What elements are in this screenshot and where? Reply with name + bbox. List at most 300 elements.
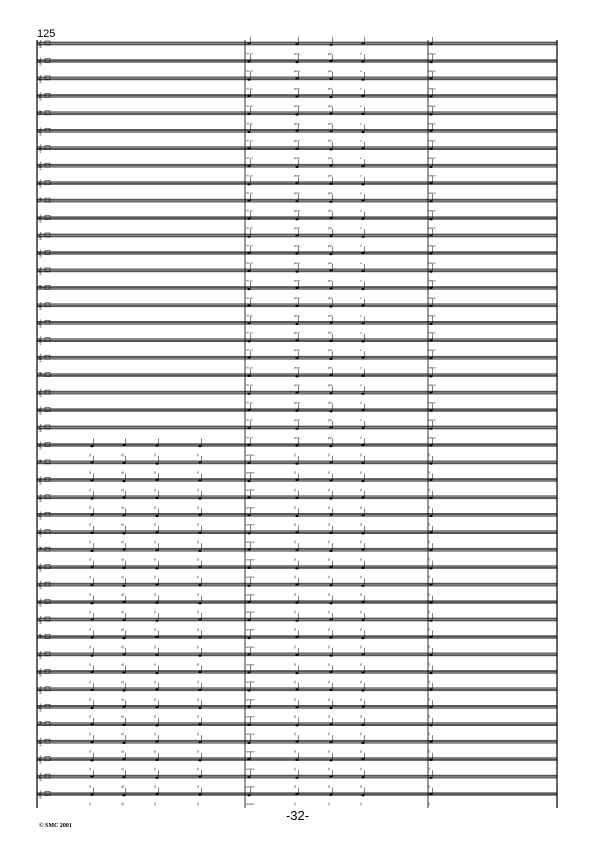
dynamic-marking: ff [89, 679, 91, 684]
dynamic-marking: ff [89, 452, 91, 457]
note-head [295, 323, 298, 325]
note-head [329, 305, 332, 307]
note-head [247, 496, 250, 498]
dynamic-marking: più [328, 295, 332, 300]
note-head [90, 618, 93, 620]
note-head [247, 549, 250, 551]
note-head [329, 426, 332, 428]
note-head [361, 270, 364, 272]
note-head [329, 374, 332, 376]
dynamic-marking: sempre [246, 767, 255, 772]
dynamic-marking: sempre [246, 679, 255, 684]
note-head [90, 584, 93, 586]
note-head [122, 496, 125, 498]
dynamic-marking: rit. in [246, 138, 253, 143]
clef-icon: 𝄞 [38, 74, 43, 83]
note-head [155, 724, 158, 726]
staff [37, 72, 557, 90]
dynamic-marking: ff [294, 697, 296, 702]
dynamic-marking: poco [294, 68, 300, 73]
note-head [122, 689, 125, 691]
note-head [429, 61, 432, 63]
dynamic-marking: ff [89, 557, 91, 562]
note-head [295, 741, 298, 743]
note-head [155, 672, 158, 674]
note-head [295, 444, 298, 446]
note-head [361, 496, 364, 498]
dynamic-marking: ff [360, 610, 362, 614]
note-head [155, 777, 158, 779]
dynamic-marking: rit. in [246, 400, 253, 405]
note-head [329, 322, 332, 324]
dynamic-marking: più [328, 260, 332, 265]
note-head [295, 61, 298, 63]
dynamic-marking: a [360, 330, 362, 335]
note-head [198, 550, 201, 552]
note-head [429, 479, 432, 481]
dynamic-marking: ff [197, 610, 199, 614]
note-head [247, 42, 250, 44]
dynamic-marking: ff [154, 767, 156, 772]
dynamic-marking: ff [294, 575, 296, 580]
dynamic-marking: sff [121, 662, 124, 667]
note-head [247, 653, 250, 655]
note-head [329, 130, 332, 132]
dynamic-marking: sff [121, 522, 124, 527]
dynamic-marking: ff [197, 522, 199, 527]
note-head [361, 79, 364, 81]
note-head [429, 706, 432, 708]
note-head [295, 77, 298, 79]
dynamic-marking: a [360, 208, 362, 213]
staff [37, 124, 557, 142]
clef-icon: 𝄞 [38, 144, 43, 153]
dynamic-marking: ff [428, 784, 430, 789]
note-head [361, 165, 364, 167]
note-head [90, 602, 93, 604]
dynamic-marking: ff [197, 732, 199, 737]
note-head [122, 585, 125, 587]
dynamic-marking: più [328, 348, 332, 353]
staff [37, 159, 557, 177]
note-head [429, 777, 432, 779]
note-head [429, 287, 432, 289]
note-head [90, 741, 93, 743]
dynamic-marking: ff [154, 732, 156, 737]
staff [37, 54, 557, 72]
clef-icon: 𝄞 [38, 685, 43, 694]
note-head [90, 775, 93, 777]
note-head [122, 601, 125, 603]
note-head [295, 130, 298, 132]
dynamic-marking: rit. in [246, 226, 253, 230]
dynamic-marking: ff [360, 679, 362, 684]
dynamic-marking: ff [360, 592, 362, 597]
note-head [198, 497, 201, 499]
dynamic-marking: ff [428, 644, 430, 649]
staff [37, 229, 557, 247]
dynamic-marking: ff [294, 470, 296, 475]
note-head [155, 654, 158, 656]
dynamic-marking: ff [294, 679, 296, 684]
dynamic-marking: ff [154, 487, 156, 492]
note-head [155, 636, 158, 638]
note-head [295, 688, 298, 690]
note-head [90, 689, 93, 691]
clef-icon: 𝄞 [38, 738, 43, 747]
note-head [247, 409, 250, 411]
dynamic-marking: ff [328, 644, 330, 649]
dynamic-marking: ff [428, 505, 430, 510]
dynamic-marking: poco [294, 383, 300, 388]
dynamic-marking: tempo [428, 295, 436, 300]
note-head [361, 637, 364, 639]
note-head [155, 479, 158, 481]
note-head [295, 95, 298, 97]
clef-icon: 𝄢 [38, 109, 43, 118]
note-head [295, 654, 298, 656]
note-head [429, 688, 432, 690]
note-head [329, 165, 332, 167]
dynamic-marking: ff [154, 697, 156, 702]
note-head [247, 742, 250, 744]
note-head [329, 707, 332, 709]
staff [37, 735, 557, 753]
note-head [247, 304, 250, 306]
note-head [329, 741, 332, 743]
dynamic-marking: sempre [246, 627, 255, 632]
note-head [329, 112, 332, 114]
dynamic-marking: a [360, 68, 362, 73]
clef-icon: 𝄞 [38, 493, 43, 502]
dynamic-marking: più [328, 313, 332, 318]
note-head [198, 636, 201, 638]
staff [37, 683, 557, 701]
dynamic-marking: ff [328, 470, 330, 475]
dynamic-marking: più [328, 243, 332, 248]
note-head [295, 620, 298, 622]
note-head [329, 217, 332, 219]
dynamic-marking: ff [328, 610, 330, 614]
clef-icon: 𝄞 [38, 249, 43, 258]
note-head [329, 655, 332, 657]
dynamic-marking: ff [360, 784, 362, 789]
dynamic-marking: poco [294, 191, 300, 196]
note-head [247, 199, 250, 201]
dynamic-marking: ff [89, 697, 91, 702]
dynamic-marking: ff [328, 540, 330, 545]
note-head [247, 689, 250, 691]
dynamic-marking: ff [154, 662, 156, 667]
dynamic-marking: più [328, 383, 332, 388]
staff [37, 386, 557, 404]
note-head [361, 671, 364, 673]
dynamic-marking: ff [294, 802, 296, 806]
dynamic-marking: tempo [428, 435, 436, 440]
note-head [155, 567, 158, 569]
dynamic-marking: ff [89, 610, 91, 614]
note-head [361, 514, 364, 516]
dynamic-marking: rit. in [246, 68, 253, 73]
dynamic-marking: a [360, 295, 362, 300]
dynamic-marking: a [360, 313, 362, 318]
dynamic-marking: ff [360, 697, 362, 702]
clef-icon: 𝄞 [38, 214, 43, 223]
dynamic-marking: ff [89, 470, 91, 475]
dynamic-marking: sff [121, 470, 124, 475]
dynamic-marking: sempre [246, 522, 255, 527]
note-head [361, 95, 364, 97]
note-head [247, 794, 250, 796]
staff [37, 473, 557, 491]
note-head [247, 706, 250, 708]
dynamic-marking: ff [154, 470, 156, 475]
note-head [429, 410, 432, 412]
dynamic-marking: ff [428, 679, 430, 684]
clef-icon: 𝄞 [38, 511, 43, 520]
dynamic-marking: rit. in [246, 243, 253, 248]
dynamic-marking: ff [154, 679, 156, 684]
dynamic-marking: ff [294, 592, 296, 597]
staff [37, 770, 557, 788]
dynamic-marking: ff [328, 732, 330, 737]
clef-icon: 𝄞 [38, 476, 43, 485]
note-head [155, 620, 158, 622]
note-head [247, 637, 250, 639]
note-head [295, 672, 298, 674]
note-head [295, 583, 298, 585]
note-head [429, 234, 432, 236]
dynamic-marking: poco [294, 173, 300, 178]
staff [37, 753, 557, 771]
note-head [247, 131, 250, 133]
dynamic-marking: sempre [246, 592, 255, 597]
clef-icon: 𝄞 [38, 127, 43, 136]
note-head [429, 166, 432, 168]
dynamic-marking: ff [197, 697, 199, 702]
dynamic-marking: ff [294, 540, 296, 545]
dynamic-marking: ff [360, 575, 362, 580]
note-head [329, 636, 332, 638]
note-head [247, 288, 250, 290]
clef-icon: 𝄞 [38, 406, 43, 415]
dynamic-marking: ff [328, 802, 330, 806]
dynamic-marking: ff [154, 540, 156, 545]
note-head [155, 602, 158, 604]
dynamic-marking: poco [294, 435, 300, 440]
dynamic-marking: rit. in [246, 51, 253, 56]
dynamic-marking: ff [360, 732, 362, 737]
note-head [329, 287, 332, 289]
note-head [247, 776, 250, 778]
dynamic-marking: a [360, 103, 362, 108]
note-head [329, 340, 332, 342]
dynamic-marking: tempo [428, 383, 436, 388]
dynamic-marking: più [328, 121, 332, 126]
dynamic-marking: sempre [246, 714, 255, 719]
clef-icon: 𝄞 [38, 528, 43, 537]
dynamic-marking: più [328, 208, 332, 213]
dynamic-marking: a [360, 86, 362, 91]
note-head [155, 531, 158, 533]
note-head [122, 480, 125, 482]
note-head [122, 444, 125, 446]
dynamic-marking: ff [154, 575, 156, 580]
dynamic-marking: ff [328, 522, 330, 527]
dynamic-marking: più [328, 435, 332, 440]
dynamic-marking: ff [328, 487, 330, 492]
note-head [247, 393, 250, 395]
dynamic-marking: ff [197, 487, 199, 492]
note-head [429, 515, 432, 517]
clef-icon: 𝄞 [38, 336, 43, 345]
dynamic-marking: poco [294, 313, 300, 318]
note-head [295, 549, 298, 551]
note-head [329, 96, 332, 98]
note-head [361, 549, 364, 551]
dynamic-marking: sempre [246, 540, 255, 545]
note-head [295, 43, 298, 45]
clef-icon: 𝄞 [38, 563, 43, 572]
dynamic-marking: ff [328, 679, 330, 684]
dynamic-marking: tempo [428, 260, 436, 265]
clef-icon: 𝄢 [38, 284, 43, 293]
note-head [429, 567, 432, 569]
dynamic-marking: ff [154, 522, 156, 527]
note-head [90, 479, 93, 481]
clef-icon: 𝄢 [38, 371, 43, 380]
dynamic-marking: ff [360, 767, 362, 772]
note-head [329, 671, 332, 673]
note-head [122, 776, 125, 778]
dynamic-marking: poco [294, 138, 300, 143]
dynamic-marking: ff [328, 627, 330, 632]
dynamic-marking: più [328, 68, 332, 73]
dynamic-marking: ff [294, 522, 296, 527]
dynamic-marking: ff [360, 452, 362, 457]
note-head [295, 218, 298, 220]
note-head [329, 566, 332, 568]
note-head [429, 444, 432, 446]
note-head [247, 113, 250, 115]
note-head [198, 461, 201, 463]
note-head [198, 741, 201, 743]
dynamic-marking: rit. in [246, 208, 253, 213]
dynamic-marking: poco [294, 86, 300, 91]
note-head [295, 234, 298, 236]
dynamic-marking: ff [89, 540, 91, 545]
clef-icon: 𝄞 [38, 424, 43, 432]
note-head [329, 78, 332, 80]
note-head [295, 305, 298, 307]
staff [37, 561, 557, 579]
note-head [361, 236, 364, 238]
dynamic-marking: rit. in [246, 191, 253, 196]
dynamic-marking: poco [294, 330, 300, 335]
dynamic-marking: sff [121, 802, 124, 806]
dynamic-marking: sempre [246, 610, 255, 614]
note-head [429, 339, 432, 341]
dynamic-marking: ff [360, 540, 362, 545]
dynamic-marking: rit. in [246, 435, 253, 440]
dynamic-marking: ff [197, 644, 199, 649]
staff [37, 508, 557, 526]
clef-icon: 𝄞 [38, 755, 43, 764]
note-head [361, 653, 364, 655]
note-head [361, 724, 364, 726]
note-head [90, 723, 93, 725]
dynamic-marking: tempo [428, 173, 436, 178]
note-head [198, 723, 201, 725]
staff [37, 630, 557, 648]
staff [37, 421, 557, 439]
note-head [429, 531, 432, 533]
note-head [247, 165, 250, 167]
dynamic-marking: sff [121, 610, 124, 614]
dynamic-marking: ff [428, 610, 430, 614]
copyright-notice: © SMC 2001 [39, 823, 72, 829]
note-head [247, 183, 250, 185]
dynamic-marking: ff [428, 487, 430, 492]
note-head [122, 532, 125, 534]
dynamic-marking: ff [360, 749, 362, 754]
note-head [122, 549, 125, 551]
clef-icon: 𝄢 [38, 197, 43, 206]
note-head [361, 357, 364, 359]
clef-icon: 𝄞 [38, 301, 43, 310]
clef-icon: 𝄞 [38, 354, 43, 363]
dynamic-marking: poco [294, 226, 300, 230]
dynamic-marking: sempre [246, 470, 255, 475]
dynamic-marking: ff [154, 784, 156, 789]
dynamic-marking: a [360, 156, 362, 161]
dynamic-marking: a [360, 418, 362, 422]
dynamic-marking: tempo [428, 86, 436, 91]
note-head [361, 113, 364, 115]
staff [37, 526, 557, 544]
note-head [247, 585, 250, 587]
note-head [361, 532, 364, 534]
dynamic-marking: ff [89, 592, 91, 597]
dynamic-marking: a [360, 226, 362, 230]
clef-icon: 𝄞 [38, 266, 43, 275]
note-head [361, 340, 364, 342]
note-head [247, 514, 250, 516]
dynamic-marking: ff [294, 714, 296, 719]
dynamic-marking: rit. in [246, 260, 253, 265]
clef-icon: 𝄢 [38, 633, 43, 642]
note-head [329, 514, 332, 516]
dynamic-marking: rit. in [246, 278, 253, 283]
note-head [247, 427, 250, 429]
dynamic-marking: ff [89, 749, 91, 754]
dynamic-marking: sempre [246, 487, 255, 492]
dynamic-marking: ff [197, 749, 199, 754]
note-head [90, 671, 93, 673]
dynamic-marking: ff [294, 627, 296, 632]
note-head [429, 741, 432, 743]
dynamic-marking: ff [328, 767, 330, 772]
note-head [122, 671, 125, 673]
note-head [247, 147, 250, 149]
dynamic-marking: ff [89, 732, 91, 737]
dynamic-marking: ff [154, 557, 156, 562]
note-head [295, 793, 298, 795]
dynamic-marking: tempo [428, 51, 436, 56]
note-head [295, 724, 298, 726]
note-head [247, 252, 250, 254]
dynamic-marking: rit. in [246, 418, 253, 422]
